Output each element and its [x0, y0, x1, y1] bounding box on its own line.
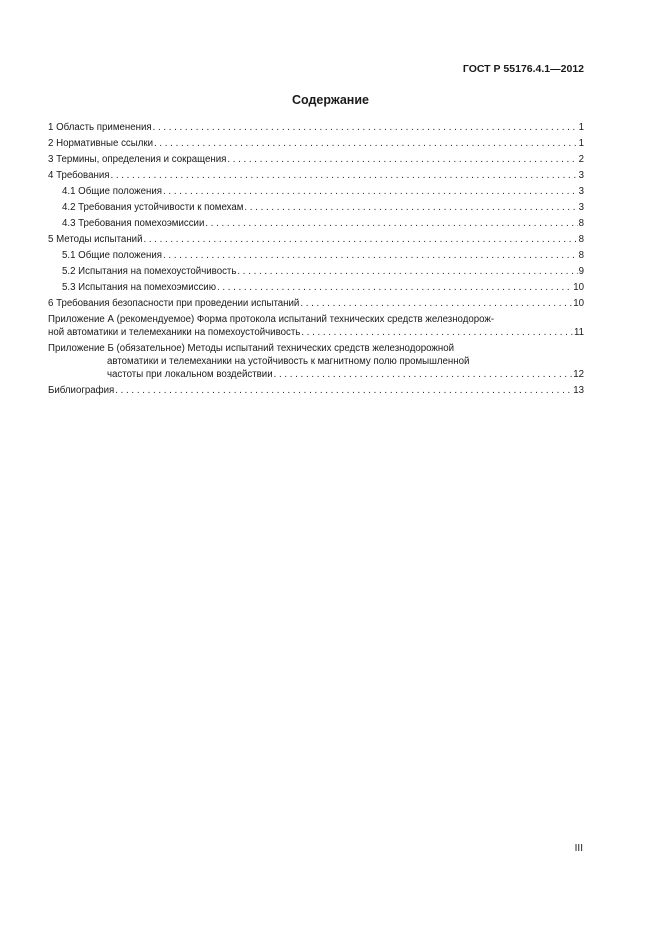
toc-entry-text: 4.3 Требования помехоэмиссии	[62, 218, 205, 229]
toc-entry-page: 3	[578, 170, 584, 181]
leader-dots	[163, 249, 578, 262]
toc-entry-4-3[interactable]	[62, 217, 584, 230]
toc-entry-text: 5 Методы испытаний	[48, 234, 143, 245]
toc-entry-page: 10	[573, 282, 584, 293]
toc-entry-5-3[interactable]	[62, 281, 584, 294]
toc-entry-text: 5.1 Общие положения	[62, 250, 163, 261]
toc-entry-appendix-b[interactable]	[48, 342, 584, 381]
leader-dots	[154, 137, 578, 150]
appendix-a-line-1: Приложение А (рекомендуемое) Форма протокола испытаний технических средств железнодорож-	[48, 314, 495, 325]
leader-dots	[115, 384, 572, 397]
toc-entry-text: 2 Нормативные ссылки	[48, 138, 154, 149]
toc-entry-5-2[interactable]	[62, 265, 584, 278]
leader-dots	[274, 368, 573, 381]
toc-entry-page: 8	[578, 218, 584, 229]
toc-entry-page: 8	[578, 250, 584, 261]
toc-entry-4-2[interactable]	[62, 201, 584, 214]
leader-dots	[144, 233, 578, 246]
toc-entry-page: 13	[573, 385, 584, 396]
appendix-b-line-3: частоты при локальном воздействии	[107, 369, 273, 380]
leader-dots	[227, 153, 577, 166]
toc-entry-2[interactable]	[48, 137, 584, 150]
appendix-b-line-2: автоматики и телемеханики на устойчивость к магнитному полю промышленной	[107, 356, 470, 367]
toc-entry-text: 1 Область применения	[48, 122, 152, 133]
toc-entry-page: 12	[573, 369, 584, 380]
toc-entry-text: 5.2 Испытания на помехоустойчивость	[62, 266, 237, 277]
toc-entry-text: 4.2 Требования устойчивости к помехам	[62, 202, 244, 213]
toc-entry-page: 3	[578, 202, 584, 213]
leader-dots	[237, 265, 577, 278]
toc-entry-5-1[interactable]	[62, 249, 584, 262]
toc-entry-page: 9	[578, 266, 584, 277]
toc-entry-page: 1	[578, 122, 584, 133]
toc-entry-1[interactable]	[48, 121, 584, 134]
toc-entry-text: 3 Термины, определения и сокращения	[48, 154, 227, 165]
toc-entry-4-1[interactable]	[62, 185, 584, 198]
leader-dots	[301, 326, 573, 339]
toc-entry-text: 6 Требования безопасности при проведении испытаний	[48, 298, 300, 309]
toc-entry-page: 11	[573, 327, 584, 338]
leader-dots	[163, 185, 578, 198]
toc-entry-page: 3	[578, 186, 584, 197]
toc-entry-bibliography[interactable]	[48, 384, 584, 397]
leader-dots	[205, 217, 577, 230]
toc-entry-5[interactable]	[48, 233, 584, 246]
appendix-b-line-1: Приложение Б (обязательное) Методы испытаний технических средств железнодорожной	[48, 343, 455, 354]
toc-entry-page: 8	[578, 234, 584, 245]
toc-title: Содержание	[291, 93, 369, 107]
page-number: III	[574, 843, 583, 854]
toc-entry-appendix-a[interactable]	[48, 313, 584, 339]
toc-entry-page: 2	[578, 154, 584, 165]
document-code: ГОСТ Р 55176.4.1—2012	[462, 63, 584, 75]
toc-entry-page: 10	[573, 298, 584, 309]
toc-entry-3[interactable]	[48, 153, 584, 166]
toc-entry-text: 4 Требования	[48, 170, 110, 181]
leader-dots	[217, 281, 572, 294]
appendix-a-line-2: ной автоматики и телемеханики на помехоустойчивость	[48, 327, 301, 338]
leader-dots	[153, 121, 578, 134]
table-of-contents	[48, 121, 584, 400]
toc-entry-4[interactable]	[48, 169, 584, 182]
toc-entry-6[interactable]	[48, 297, 584, 310]
toc-entry-text: Библиография	[48, 385, 115, 396]
leader-dots	[244, 201, 577, 214]
toc-entry-text: 5.3 Испытания на помехоэмиссию	[62, 282, 216, 293]
toc-entry-text: 4.1 Общие положения	[62, 186, 163, 197]
leader-dots	[300, 297, 572, 310]
toc-entry-page: 1	[578, 138, 584, 149]
leader-dots	[111, 169, 578, 182]
